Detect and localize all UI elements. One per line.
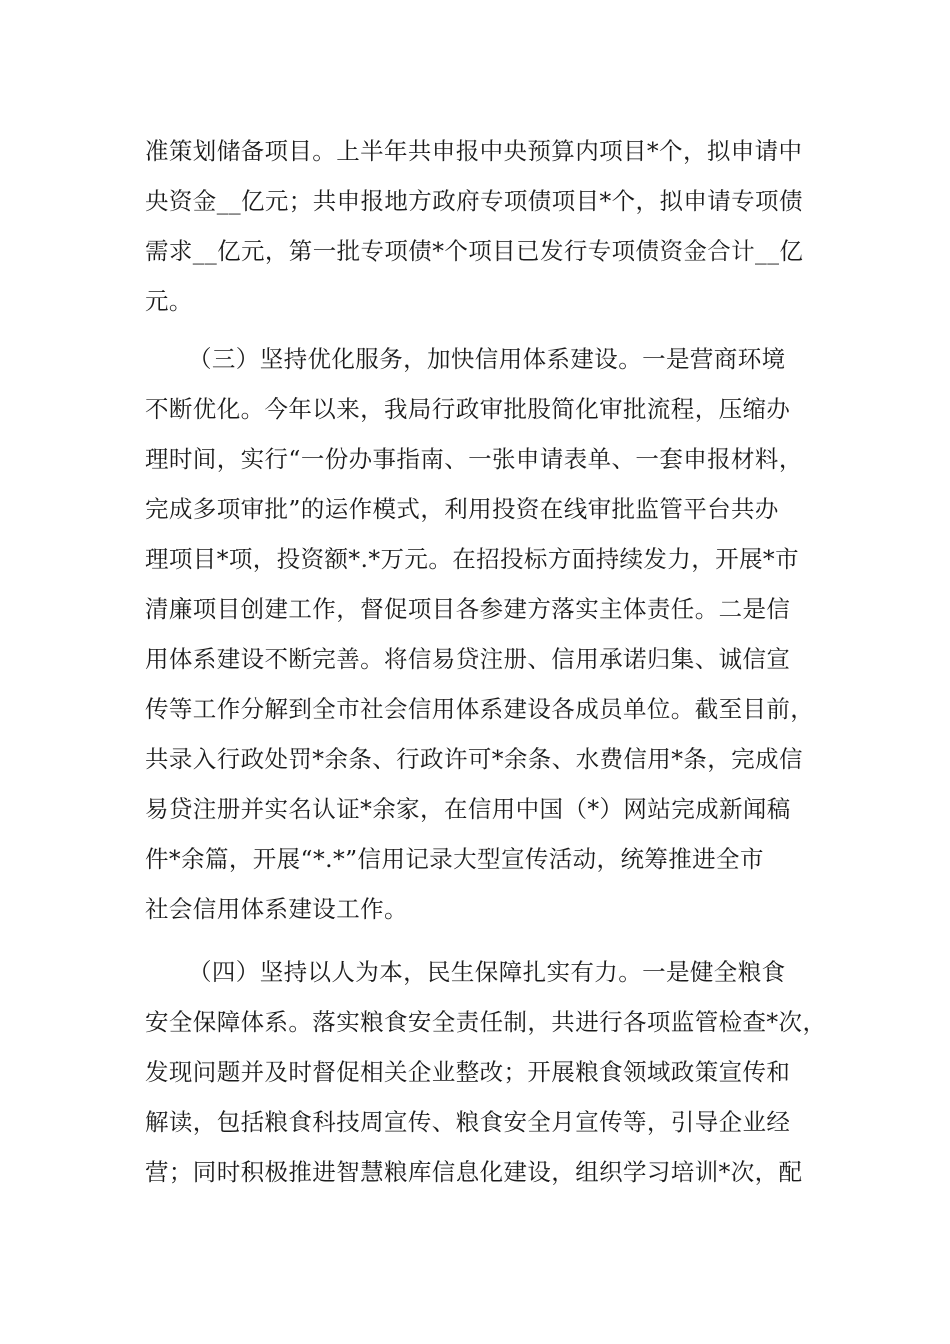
- text-line-21: 营；同时积极推进智慧粮库信息化建设，组织学习培训*次，配: [145, 1158, 803, 1186]
- text-line-2: 央资金__亿元；共申报地方政府专项债项目*个，拟申请专项债: [145, 187, 803, 215]
- text-line-15: 件*余篇，开展“*.*”信用记录大型宣传活动，统筹推进全市: [145, 845, 764, 873]
- text-line-14: 易贷注册并实名认证*余家，在信用中国（*）网站完成新闻稿: [145, 795, 791, 823]
- text-line-4: 元。: [145, 287, 193, 315]
- text-line-11: 用体系建设不断完善。将信易贷注册、信用承诺归集、诚信宣: [145, 645, 791, 673]
- text-line-9: 理项目*项，投资额*.*万元。在招投标方面持续发力，开展*市: [145, 545, 799, 573]
- paragraph-heading-4: （四）坚持以人为本，民生保障扎实有力。一是健全粮食: [188, 958, 786, 986]
- text-line-7: 理时间，实行“一份办事指南、一张申请表单、一套申报材料，: [145, 445, 803, 473]
- text-line-1: 准策划储备项目。上半年共申报中央预算内项目*个，拟申请中: [145, 137, 803, 165]
- text-line-10: 清廉项目创建工作，督促项目各参建方落实主体责任。二是信: [145, 595, 791, 623]
- text-line-12: 传等工作分解到全市社会信用体系建设各成员单位。截至目前，: [145, 695, 815, 723]
- text-line-13: 共录入行政处罚*余条、行政许可*余条、水费信用*条，完成信: [145, 745, 803, 773]
- text-line-3: 需求__亿元，第一批专项债*个项目已发行专项债资金合计__亿: [145, 237, 804, 265]
- text-line-18: 安全保障体系。落实粮食安全责任制，共进行各项监管检查*次，: [145, 1008, 827, 1036]
- text-line-16: 社会信用体系建设工作。: [145, 895, 408, 923]
- text-line-20: 解读，包括粮食科技周宣传、粮食安全月宣传等，引导企业经: [145, 1108, 791, 1136]
- text-line-6: 不断优化。今年以来，我局行政审批股简化审批流程，压缩办: [145, 395, 791, 423]
- text-line-8: 完成多项审批”的运作模式，利用投资在线审批监管平台共办: [145, 495, 779, 523]
- text-line-19: 发现问题并及时督促相关企业整改；开展粮食领域政策宣传和: [145, 1058, 791, 1086]
- paragraph-heading-3: （三）坚持优化服务，加快信用体系建设。一是营商环境: [188, 345, 786, 373]
